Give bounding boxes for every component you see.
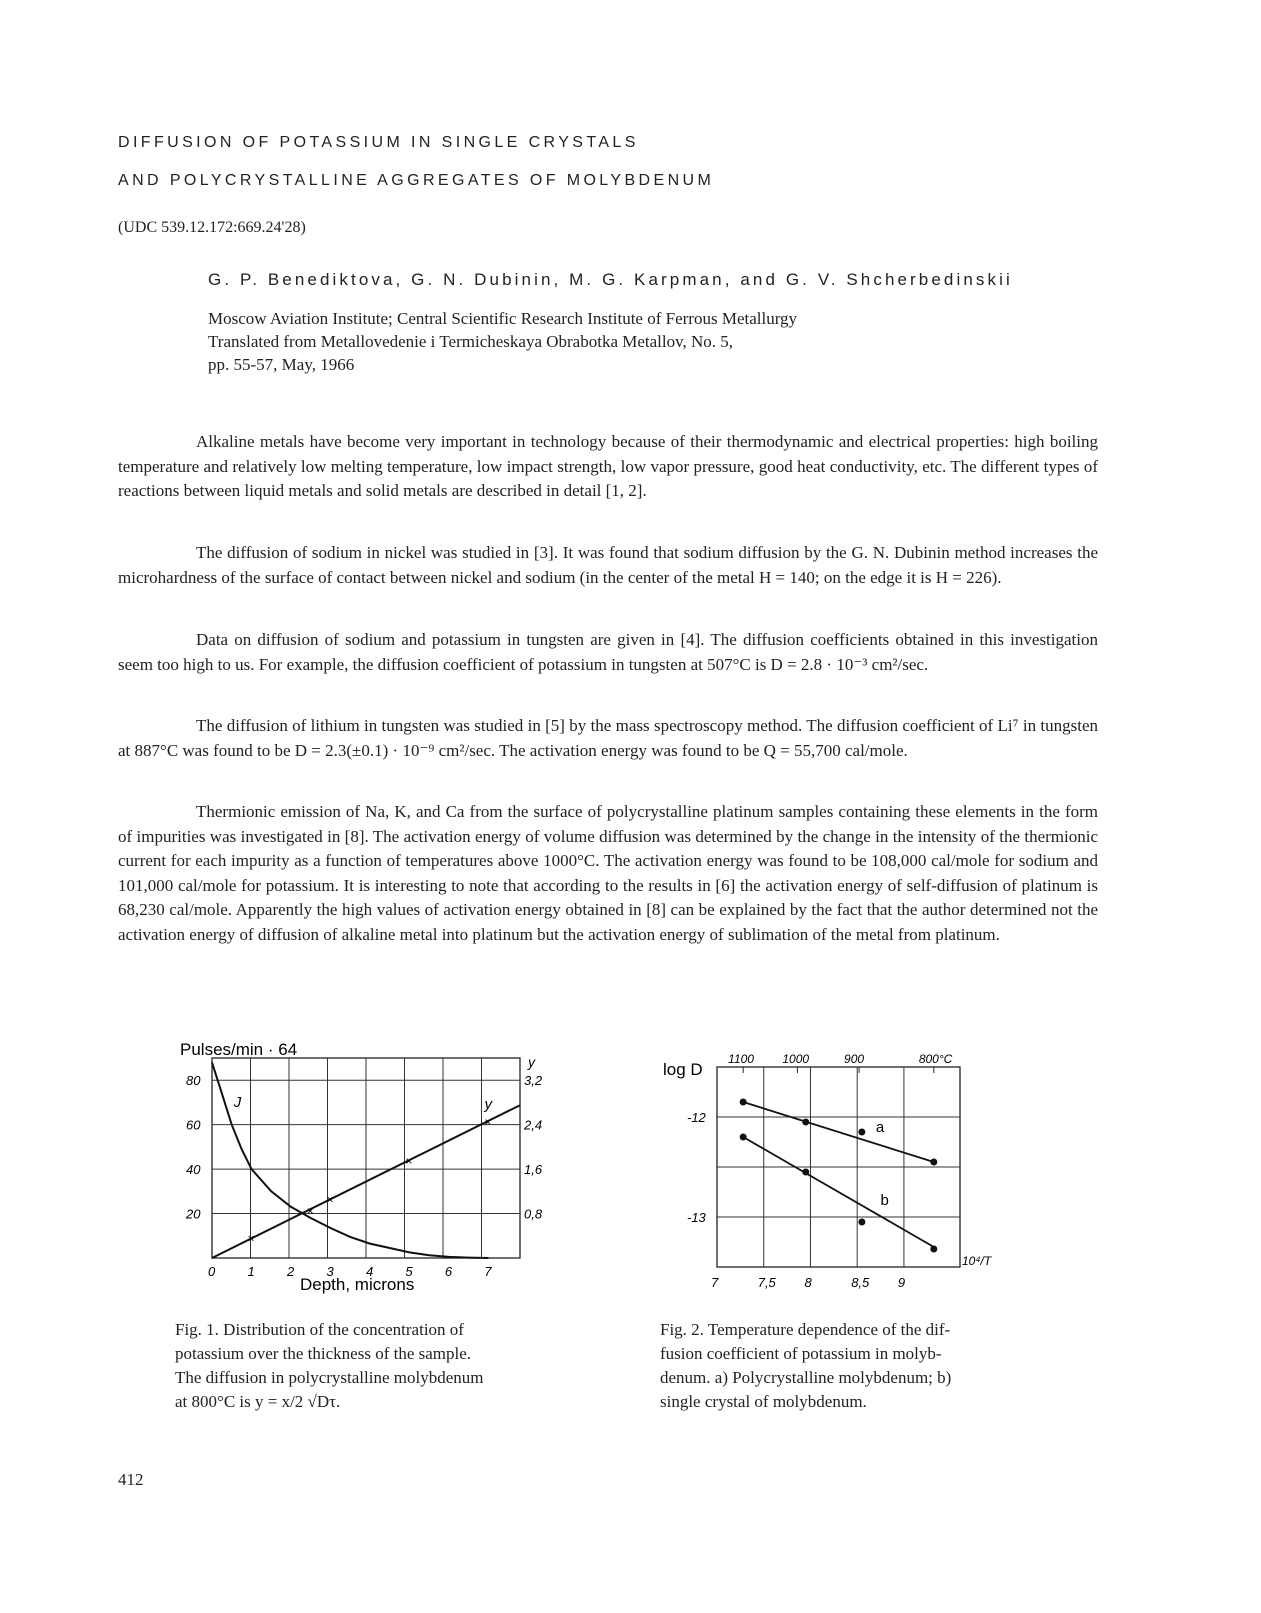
- fig2-series-b-point: [858, 1219, 865, 1226]
- fig2-top-tick-label: 900: [844, 1052, 865, 1066]
- fig2-grid: [717, 1067, 960, 1267]
- fig1-series-y-marker: ×: [405, 1153, 413, 1168]
- fig1-y2tick-label: 1,6: [524, 1162, 543, 1178]
- affiliation: [208, 307, 797, 376]
- fig1-xtick-label: 7: [484, 1264, 492, 1279]
- fig1-ytick-label: 20: [186, 1206, 201, 1222]
- fig2-top-tick-label: 800°C: [918, 1052, 953, 1066]
- fig1-y2label: y: [528, 1054, 535, 1070]
- paragraph-3-text: Data on diffusion of sodium and potassium in tungsten are given in [4]. The diffusion coefficients obtained in this investigation seem too high to us. For example, the diffusion coefficient of potassium in tungsten at 507°C is D = 2.8 · 10⁻³ cm²/sec.: [118, 630, 1098, 674]
- paragraph-2: [118, 541, 1098, 590]
- authors: G. P. Benediktova, G. N. Dubinin, M. G. Karpman, and G. V. Shcherbedinskii: [208, 270, 1013, 289]
- fig1-series-J-curve: [212, 1062, 488, 1258]
- fig2-series-a-point: [802, 1119, 809, 1126]
- fig2-caption-line-4: single crystal of molybdenum.: [660, 1392, 867, 1411]
- fig2-ytick-label: -13: [687, 1210, 706, 1225]
- paragraph-3: [118, 628, 1098, 677]
- fig2-xtick-label: 8,5: [851, 1275, 870, 1290]
- fig1-series-J-label: J: [233, 1093, 242, 1111]
- fig2-xtick-label: 8: [804, 1275, 812, 1290]
- fig2-series-b-point: [802, 1169, 809, 1176]
- fig2-top-tick-label: 1000: [782, 1052, 810, 1066]
- fig1-series-y-label: y: [484, 1096, 492, 1114]
- fig1-y2tick-label: 2,4: [524, 1117, 543, 1133]
- title-line-2: AND POLYCRYSTALLINE AGGREGATES OF MOLYBDENUM: [118, 172, 715, 189]
- paragraph-4: [118, 714, 1098, 763]
- fig1-grid: [212, 1058, 520, 1258]
- title-line-1: DIFFUSION OF POTASSIUM IN SINGLE CRYSTALS: [118, 134, 639, 151]
- fig2-xlabel: 10⁴/T: [962, 1254, 992, 1268]
- fig2-top-tick-label: 1100: [728, 1052, 754, 1066]
- fig1-xtick-label: 6: [444, 1264, 453, 1279]
- fig2-series-b-point: [740, 1134, 747, 1141]
- fig1-ylabel: Pulses/min · 64: [180, 1040, 298, 1059]
- paragraph-1: [118, 430, 1098, 504]
- fig1-y2tick-label: 0,8: [524, 1206, 543, 1222]
- affiliation-line-1: Moscow Aviation Institute; Central Scientific Research Institute of Ferrous Metallurgy: [208, 309, 798, 328]
- fig2-xtick-label: 7,5: [757, 1275, 776, 1290]
- fig2-series-b-label: b: [880, 1192, 889, 1209]
- fig2-ytick-label: -12: [687, 1110, 706, 1125]
- fig1-caption-line-3: The diffusion in polycrystalline molybdenum: [175, 1368, 484, 1387]
- paragraph-5: [118, 800, 1098, 948]
- paragraph-5-text: Thermionic emission of Na, K, and Ca from the surface of polycrystalline platinum samples containing these elements in the form of impurities was investigated in [8]. The activation energy of volume diffusion was determined by the change in the intensity of the thermionic current for each impurity as a function of temperatures above 1000°C. The activation energy was found to be 108,000 cal/mole for sodium and 101,000 cal/mole for potassium. It is interesting to note that according to the results in [6] the activation energy of self-diffusion of platinum is 68,230 cal/mole. Apparently the high values of activation energy obtained in [8] can be explained by the fact that the author determined not the activation energy of diffusion of alkaline metal into platinum but the activation energy of sublimation of the metal from platinum.: [118, 802, 1098, 944]
- fig2-caption-line-2: fusion coefficient of potassium in molyb-: [660, 1344, 942, 1363]
- fig2-ylabel: log D: [663, 1060, 703, 1079]
- udc-code: (UDC 539.12.172:669.24'28): [118, 219, 306, 236]
- fig1-series-y-marker: ×: [306, 1203, 314, 1218]
- fig2-ticks: [687, 1052, 993, 1290]
- fig1-y2tick-label: 3,2: [524, 1073, 543, 1089]
- figure-2-chart: [655, 1045, 995, 1295]
- fig1-ytick-label: 60: [186, 1117, 201, 1133]
- fig1-caption-line-2: potassium over the thickness of the sample.: [175, 1344, 472, 1363]
- paragraph-4-text: The diffusion of lithium in tungsten was studied in [5] by the mass spectroscopy method. The diffusion coefficient of Li⁷ in tungsten at 887°C was found to be D = 2.3(±0.1) · 10⁻⁹ cm²/sec. The activation energy was found to be Q = 55,700 cal/mole.: [118, 716, 1098, 760]
- affiliation-line-3: pp. 55-57, May, 1966: [208, 355, 355, 374]
- fig2-series-a-label: a: [875, 1119, 885, 1136]
- fig2-series-a-point: [930, 1159, 937, 1166]
- affiliation-line-2: Translated from Metallovedenie i Termicheskaya Obrabotka Metallov, No. 5,: [208, 332, 734, 351]
- fig1-xtick-label: 0: [208, 1264, 216, 1279]
- fig2-series-a-point: [858, 1129, 865, 1136]
- fig1-xtick-label: 3: [326, 1264, 334, 1279]
- fig1-xtick-label: 2: [286, 1264, 295, 1279]
- fig2-series-b-point: [930, 1246, 937, 1253]
- fig1-series-y-marker: ×: [326, 1192, 334, 1207]
- paragraph-1-text: Alkaline metals have become very important in technology because of their thermodynamic and electrical properties: high boiling temperature and relatively low melting temperature, low impact strength, low vapor pressure, good heat conductivity, etc. The different types of reactions between liquid metals and solid metals are described in detail [1, 2].: [118, 432, 1098, 501]
- fig2-xtick-label: 7: [711, 1275, 719, 1290]
- fig1-xtick-label: 5: [405, 1264, 413, 1279]
- figure-1-chart: [170, 1030, 560, 1300]
- page-number: 412: [118, 1470, 144, 1489]
- fig2-caption-line-1: Fig. 2. Temperature dependence of the dif-: [660, 1320, 951, 1339]
- fig1-caption-line-4: at 800°C is y = x/2 √Dτ.: [175, 1392, 341, 1411]
- fig2-xtick-label: 9: [897, 1275, 906, 1290]
- fig1-series-y-marker: ×: [484, 1114, 492, 1129]
- fig2-marks: [740, 1099, 938, 1253]
- fig1-xlabel: Depth, microns: [300, 1275, 415, 1294]
- fig2-caption-line-3: denum. a) Polycrystalline molybdenum; b): [660, 1368, 952, 1387]
- fig1-xtick-label: 4: [365, 1264, 374, 1279]
- fig1-series-y-marker: ×: [247, 1231, 255, 1246]
- fig1-xtick-label: 1: [247, 1264, 255, 1279]
- figure-1-caption: [175, 1318, 483, 1414]
- fig2-series-a-point: [740, 1099, 747, 1106]
- fig1-ytick-label: 80: [186, 1073, 201, 1089]
- paragraph-2-text: The diffusion of sodium in nickel was studied in [3]. It was found that sodium diffusion by the G. N. Dubinin method increases the microhardness of the surface of contact between nickel and sodium (in the center of the metal H = 140; on the edge it is H = 226).: [118, 543, 1098, 587]
- fig1-ytick-label: 40: [186, 1162, 201, 1178]
- figure-2-caption: [660, 1318, 951, 1414]
- fig1-caption-line-1: Fig. 1. Distribution of the concentration of: [175, 1320, 464, 1339]
